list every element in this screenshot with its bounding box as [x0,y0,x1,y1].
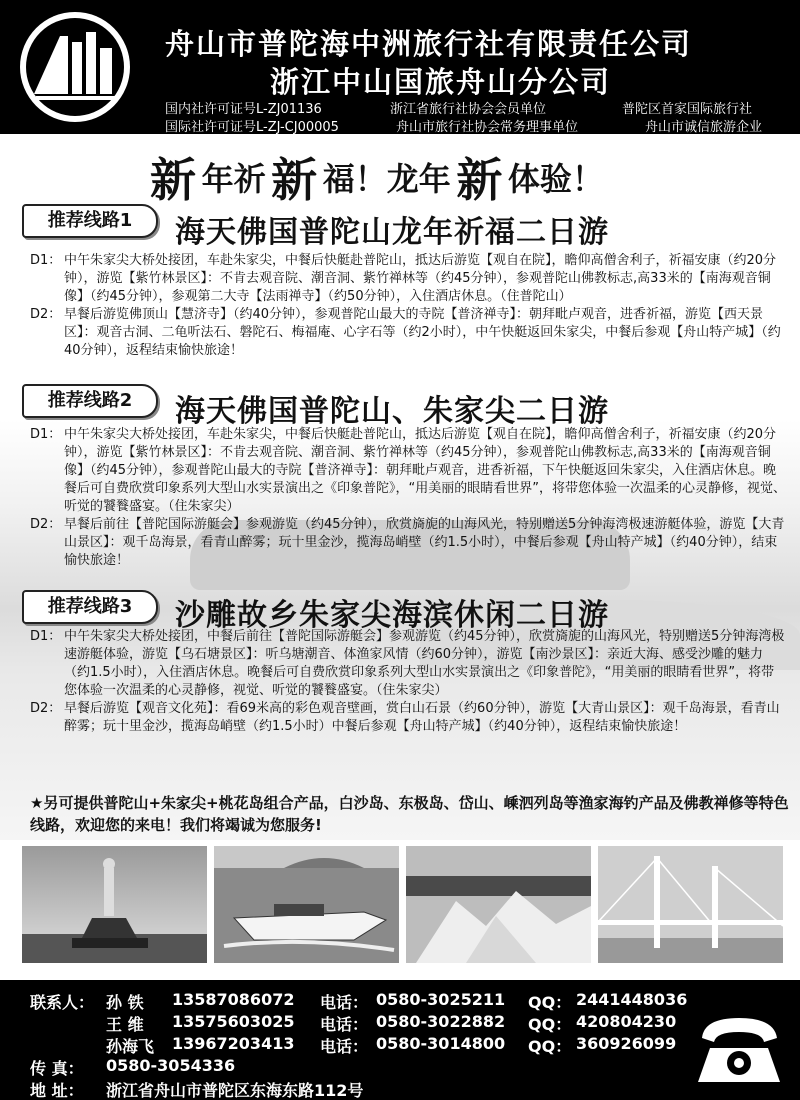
day-item [30,628,786,700]
contact-mobile: 13587086072 [172,990,295,1009]
day-text: 早餐后游览佛顶山【慧济寺】（约40分钟），参观普陀山最大的寺院【普济禅寺】：朝拜毗卢观音，进香祈福，游览【西天景区】：观音古洞、二龟听法石、磐陀石、梅福庵、心字石等（约2小时），中午快艇返回朱家尖，中餐后参观【舟山特产城】（约40分钟），返程结束愉快旅途！ [64,307,781,358]
tel-label: 电话： [320,1015,369,1034]
day-label: D2： [30,701,62,716]
contact-tel: 0580-3025211 [376,990,506,1009]
tel-label: 电话： [320,1037,369,1056]
slogan-text: 体验！ [507,160,604,198]
route-description [30,252,786,360]
license-text: 普陀区首家国际旅行社 [622,102,753,117]
fax-label: 传 真： [30,1059,84,1078]
day-item [30,252,786,306]
route-badge: 推荐线路2 [22,384,158,418]
photo-speedboat [214,846,399,963]
qq-label: QQ： [528,1015,572,1034]
day-item [30,306,786,360]
slogan-char: 新 [271,153,318,207]
license-text: 国内社许可证号L-ZJ01136 [165,102,322,117]
route-title: 海天佛国普陀山、朱家尖二日游 [175,394,609,429]
company-name-line2: 浙江中山国旅舟山分公司 [270,65,612,99]
contact-qq: 420804230 [576,1012,677,1031]
route-badge: 推荐线路1 [22,204,158,238]
contact-tel: 0580-3022882 [376,1012,506,1031]
slogan [150,144,670,207]
day-text: 中午朱家尖大桥处接团，车赴朱家尖，中餐后快艇赴普陀山，抵达后游览【观自在院】，瞻仰高僧舍利子，祈福安康（约20分钟），游览【紫竹林景区】：不肯去观音院、潮音洞、紫竹禅林等（约45分钟），参观普陀山佛教标志,高33米的【南海观音铜像】（约45分钟），参观第二大寺【法雨禅寺】（约50分钟），入住酒店休息。（住普陀山） [64,253,777,304]
photo-bridge [598,846,783,963]
contact-tel: 0580-3014800 [376,1034,506,1053]
route-description [30,426,786,570]
fax-number: 0580-3054336 [106,1056,236,1075]
route-title: 海天佛国普陀山龙年祈福二日游 [175,215,609,250]
day-text: 早餐后前往【普陀国际游艇会】参观游览（约45分钟），欣赏旖旎的山海风光，特别赠送5分钟海湾极速游艇体验，游览【大青山景区】：观千岛海景，看青山醉雾；玩十里金沙，揽海岛峭壁（约1.5小时），中餐后参观【舟山特产城】（约40分钟），结束愉快旅途！ [64,517,785,568]
day-item [30,426,786,516]
day-text: 早餐后游览【观音文化苑】：看69米高的彩色观音壁画，赏白山石景（约60分钟），游览【大青山景区】：观千岛海景，看青山醉雾；玩十里金沙，揽海岛峭壁（约1.5小时）中餐后参观【舟山特产城】（约40分钟），返程结束愉快旅途！ [64,701,780,734]
day-label: D1： [30,629,62,644]
day-text: 中午朱家尖大桥处接团，车赴朱家尖，中餐后快艇赴普陀山，抵达后游览【观自在院】，瞻仰高僧舍利子，祈福安康（约20分钟），游览【紫竹林景区】：不肯去观音院、潮音洞、紫竹禅林等（约45分钟），参观普陀山佛教标志,高33米的【南海观音铜像】（约45分钟），参观普陀山最大的寺院【普济禅寺】：朝拜毗卢观音，进香祈福，下午快艇返回朱家尖，入住酒店休息。晚餐后可自费欣赏印象系列大型山水实景演出之《印象普陀》，“用美丽的眼睛看世界”，将带您体验一次温柔的心灵静修，视觉、听觉的饕餮盛宴。（住朱家尖） [64,427,786,514]
license-text: 浙江省旅行社协会会员单位 [390,102,547,117]
day-label: D2： [30,517,62,532]
day-text: 中午朱家尖大桥处接团，中餐后前往【普陀国际游艇会】参观游览（约45分钟），欣赏旖旎的山海风光，特别赠送5分钟海湾极速游艇体验，游览【乌石塘景区】：听乌塘潮音、体渔家风情（约60分钟），游览【南沙景区】：亲近大海、感受沙雕的魅力（约1.5小时），入住酒店休息。晚餐后可自费欣赏印象系列大型山水实景演出之《印象普陀》，“用美丽的眼睛看世界”，将带您体验一次温柔的心灵静修，视觉、听觉的饕餮盛宴。（住朱家尖） [64,629,785,698]
license-text: 国际社许可证号L-ZJ-CJ00005 [165,120,339,135]
slogan-char: 新 [456,153,503,207]
telephone-icon [692,1008,787,1088]
address-text: 浙江省舟山市普陀区东海东路112号 [106,1081,364,1100]
contact-name: 孙 铁 [106,993,144,1012]
contact-label: 联系人： [30,993,95,1012]
license-text: 舟山市诚信旅游企业 [645,120,763,135]
contact-footer [0,980,800,1100]
route-title: 沙雕故乡朱家尖海滨休闲二日游 [175,598,609,633]
day-label: D1： [30,253,62,268]
day-label: D2： [30,307,62,322]
contact-name: 孙海飞 [106,1037,155,1056]
qq-label: QQ： [528,1037,572,1056]
header-banner [0,0,800,134]
slogan-char: 新 [150,153,196,207]
day-label: D1： [30,427,62,442]
qq-label: QQ： [528,993,572,1012]
route-badge: 推荐线路3 [22,590,158,624]
company-logo-icon [16,8,134,126]
day-item [30,700,786,736]
contact-mobile: 13575603025 [172,1012,295,1031]
license-text: 舟山市旅行社协会常务理事单位 [396,120,579,135]
contact-name: 王 维 [106,1015,144,1034]
slogan-text: 年祈 [201,160,266,198]
photo-sand-sculpture [406,846,591,963]
contact-qq: 360926099 [576,1034,677,1053]
contact-mobile: 13967203413 [172,1034,295,1053]
contact-qq: 2441448036 [576,990,688,1009]
extra-services-text: ★另可提供普陀山+朱家尖+桃花岛组合产品，白沙岛、东极岛、岱山、嵊泗列岛等渔家海钓产品及佛教禅修等特色线路，欢迎您的来电！我们将竭诚为您服务! [30,794,789,834]
slogan-text: 福！龙年 [322,160,451,198]
route-description [30,628,786,736]
company-name-line1: 舟山市普陀海中洲旅行社有限责任公司 [165,27,693,61]
address-label: 地 址： [30,1081,84,1100]
tel-label: 电话： [320,993,369,1012]
day-item [30,516,786,570]
photo-guanyin-statue [22,846,207,963]
